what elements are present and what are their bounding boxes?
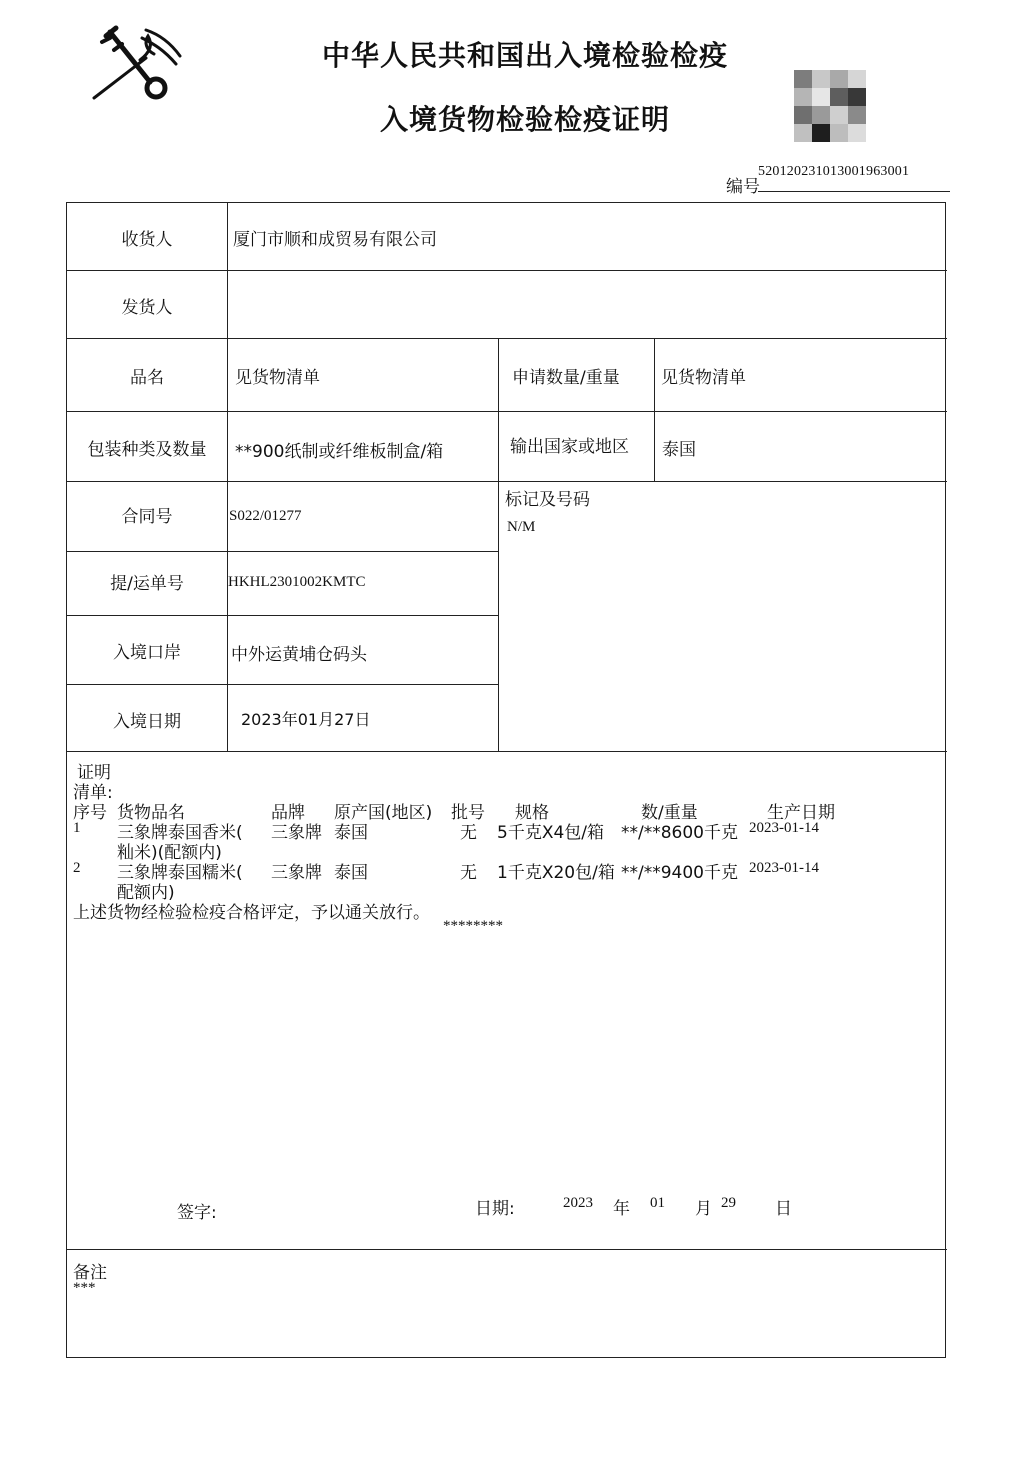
consignee-value: 厦门市顺和成贸易有限公司 — [233, 230, 437, 250]
list-header — [73, 798, 933, 823]
col-date: 生产日期 — [767, 803, 835, 823]
package-value: **900纸制或纤维板制盒/箱 — [235, 442, 444, 462]
col-batch: 批号 — [451, 803, 485, 823]
sign-label: 签字: — [177, 1203, 217, 1223]
serial-value: 520120231013001963001 — [758, 164, 910, 179]
remarks-label: 备注 — [73, 1263, 107, 1283]
contract-label: 合同号 — [121, 507, 173, 527]
marks-label: 标记及号码 — [505, 490, 590, 510]
sign-day: 29 — [721, 1195, 736, 1211]
consignor-label: 发货人 — [121, 298, 173, 318]
bill-value: HKHL2301002KMTC — [228, 574, 366, 590]
col-seq: 序号 — [73, 803, 107, 823]
consignee-label: 收货人 — [121, 230, 173, 250]
col-origin: 原产国(地区) — [334, 803, 433, 823]
list-item: 2 三象牌泰国糯米( 三象牌 泰国 无 1千克X20包/箱 **/**9400千克 2023-01-14 — [73, 860, 819, 883]
contract-value: S022/01277 — [229, 508, 302, 524]
serial-label: 编号 — [726, 177, 760, 197]
col-spec: 规格 — [515, 803, 549, 823]
date-value: 2023年01月27日 — [241, 710, 371, 729]
document-title: 中华人民共和国出入境检验检疫 — [321, 39, 728, 72]
serial-number — [726, 164, 950, 197]
list-label: 清单: — [73, 783, 113, 803]
product-label: 品名 — [130, 368, 164, 388]
sign-date-label: 日期: — [475, 1199, 515, 1219]
bill-label: 提/运单号 — [110, 574, 184, 594]
qr-code-icon — [794, 70, 866, 142]
sign-day-unit: 日 — [775, 1199, 792, 1219]
sign-month-unit: 月 — [695, 1199, 712, 1219]
sign-month: 01 — [650, 1195, 665, 1211]
quantity-value: 见货物清单 — [661, 368, 746, 388]
date-label: 入境日期 — [113, 712, 181, 732]
package-label: 包装种类及数量 — [87, 440, 207, 460]
origin-value: 泰国 — [662, 440, 696, 460]
quantity-label: 申请数量/重量 — [512, 368, 620, 388]
marks-value: N/M — [507, 519, 536, 535]
list-item: 1 三象牌泰国香米( 三象牌 泰国 无 5千克X4包/箱 **/**8600千克 2023-01-14 — [73, 820, 819, 843]
port-value: 中外运黄埔仓码头 — [231, 645, 367, 665]
col-brand: 品牌 — [271, 803, 305, 823]
sign-year: 2023 — [563, 1195, 593, 1211]
document-subtitle: 入境货物检验检疫证明 — [379, 103, 670, 136]
col-qty: 数/重量 — [641, 803, 698, 823]
col-name: 货物品名 — [117, 803, 185, 823]
certificate-body: 证明 清单: 序号 货物品名 品牌 原产国(地区) 批号 规格 数/重量 生产日期 1 三象牌泰国香米( 三象牌 泰国 无 5千克X4包/箱 **/**8600千克 2023-01-14 籼米)(配额内) 2 三象牌泰国糯米( 三象牌 泰国 无 1千克X20包/箱 **/**9400千克 2023-01-14 配额内) 上述货物经检验检疫合格评定，予以通关放行。 ******** — [73, 758, 933, 938]
stars: ******** — [443, 918, 503, 934]
certificate-heading: 证明 — [77, 763, 111, 783]
origin-label: 输出国家或地区 — [510, 437, 629, 457]
customs-emblem-icon — [88, 20, 188, 102]
product-value: 见货物清单 — [235, 368, 320, 388]
statement: 上述货物经检验检疫合格评定，予以通关放行。 — [73, 903, 430, 923]
remarks-value: *** — [73, 1280, 96, 1296]
sign-year-unit: 年 — [613, 1199, 630, 1219]
certificate-form — [66, 202, 946, 1358]
port-label: 入境口岸 — [113, 643, 181, 663]
